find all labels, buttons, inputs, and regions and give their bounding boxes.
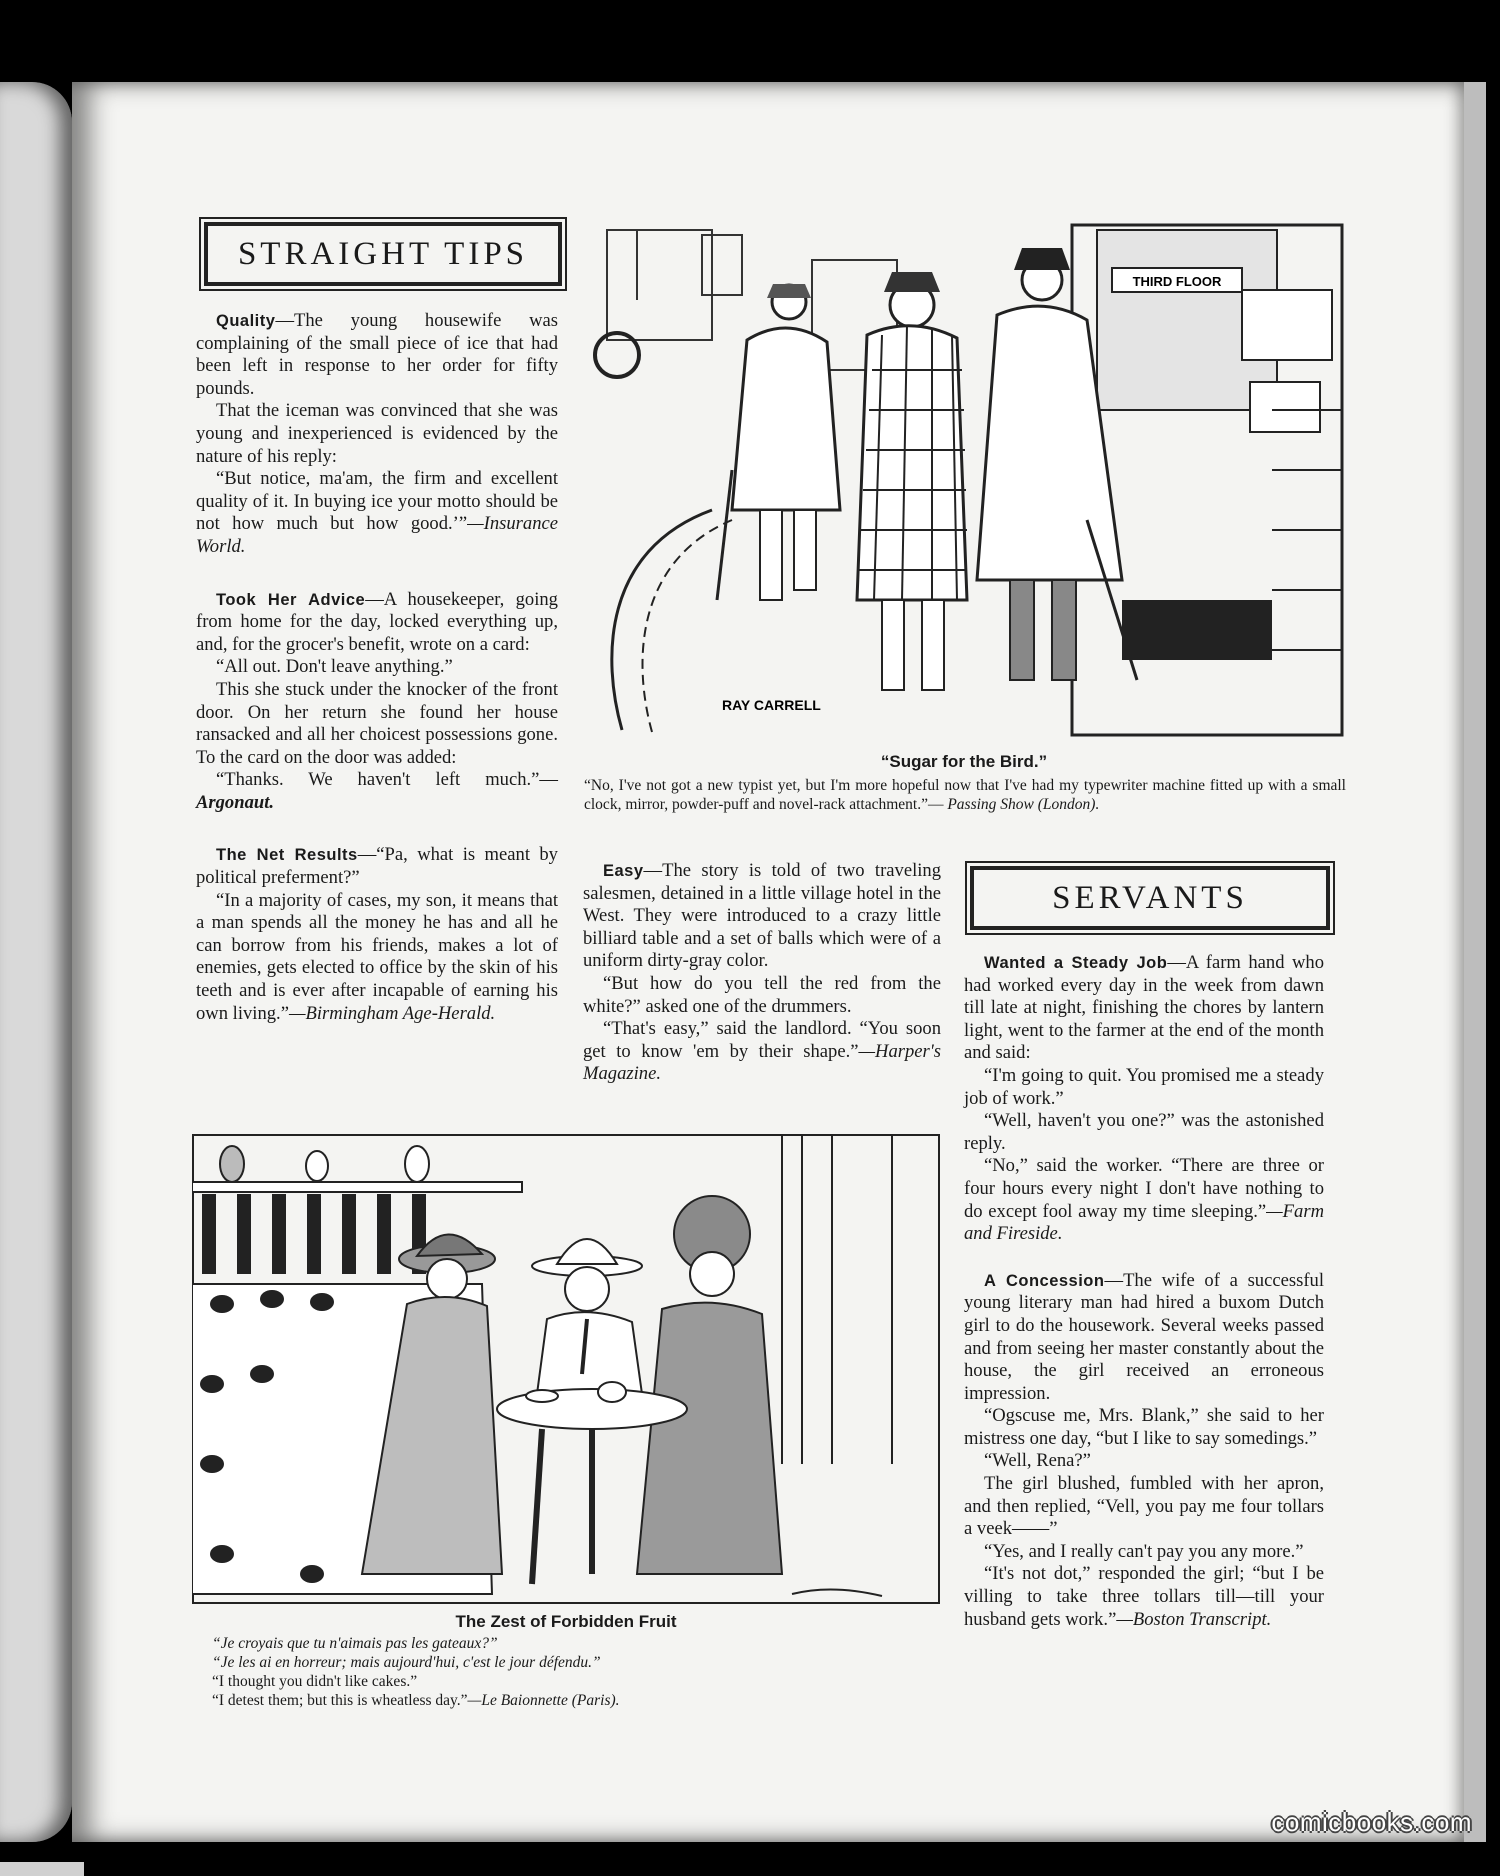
source-credit: Argonaut. [196, 791, 275, 813]
item-text: “In a majority of cases, my son, it means that a man spends all the money he has and all he can borrow from his friends, makes a lot of enemies, gets elected to office by the skin of his teeth and is ever after incapable of earning his own living.”—Birmingham Age-Herald. [196, 889, 558, 1024]
source-credit: —Boston Transcript. [1116, 1608, 1272, 1630]
net-results-item [196, 844, 558, 889]
caption-english-line: “I detest them; but this is wheatless day.”—Le Baionnette (Paris). [212, 1692, 620, 1709]
item-text: “No,” said the worker. “There are three or four hours every night I don't have nothing to do except fool away my time sleeping.”—Farm and Fireside. [964, 1155, 1324, 1245]
artist-signature: RAY CARRELL [722, 697, 821, 713]
middle-column [583, 860, 941, 1086]
steady-job-item [964, 952, 1324, 1065]
item-heading: Quality [216, 312, 276, 330]
caption-english-line: “I thought you didn't like cakes.” [212, 1673, 418, 1690]
concession-item [964, 1270, 1324, 1406]
sugar-caption-title: “Sugar for the Bird.” [880, 752, 1048, 771]
item-text: The girl blushed, fumbled with her apron, and then replied, “Vell, you pay me four tollars a veek——” [964, 1473, 1324, 1540]
zest-caption-title: The Zest of Forbidden Fruit [455, 1612, 677, 1631]
quality-item [196, 310, 558, 400]
item-text: —A housekeeper, going from home for the day, locked everything up, and, for the grocer's benefit, wrote on a card: [196, 588, 558, 655]
item-text: —The story is told of two traveling salesmen, detained in a little village hotel in the West. They were introduced to a crazy little billiard table and a set of balls which were of a uniform dirty-gray color. [583, 860, 941, 972]
caption-french-line: “Je les ai en horreur; mais aujourd'hui, c'est le jour défendu.” [212, 1654, 601, 1671]
item-text: “But how do you tell the red from the white?” asked one of the drummers. [583, 972, 941, 1017]
item-heading: A Concession [984, 1271, 1105, 1290]
item-text: “Yes, and I really can't pay you any more.” [984, 1540, 1304, 1562]
servants-heading: SERVANTS [970, 866, 1330, 930]
item-heading: Wanted a Steady Job [984, 954, 1168, 972]
straight-tips-heading: STRAIGHT TIPS [204, 222, 562, 286]
source-credit: Passing Show (London). [947, 796, 1100, 813]
source-credit: —Insurance World. [196, 513, 558, 557]
item-text: “But notice, ma'am, the firm and excellent quality of it. In buying ice your motto should be not how much but how good.’”—Insurance World. [196, 468, 558, 557]
page-edge [1464, 82, 1486, 1842]
item-text: This she stuck under the knocker of the front door. On her return she found her house ransacked and all her choicest possessions gone. To the card on the door was added: [196, 678, 558, 768]
source-credit: —Birmingham Age-Herald. [288, 1002, 496, 1024]
item-text: “Well, Rena?” [984, 1450, 1091, 1472]
item-text: “That's easy,” said the landlord. “You soon get to know 'em by their shape.”—Harper's Magazine. [583, 1018, 941, 1085]
sugar-for-the-bird-illustration [582, 220, 1346, 742]
item-text: —The wife of a successful young literary man had hired a buxom Dutch girl to do the housework. Several weeks passed and from seeing her master constantly about the house, the girl received an erroneous impression. [964, 1269, 1324, 1404]
item-text: “Ogscuse me, Mrs. Blank,” she said to her mistress one day, “but I like to say somedings.” [964, 1405, 1324, 1449]
item-text: “It's not dot,” responded the girl; “but I be villing to take three tollars till—till your husband gets work.”—Boston Transcript. [964, 1563, 1324, 1630]
third-floor-sign: THIRD FLOOR [1132, 274, 1222, 289]
item-text: That the iceman was convinced that she was young and inexperienced is evidenced by the nature of his reply: [196, 400, 558, 467]
zest-of-forbidden-fruit-illustration [192, 1134, 940, 1604]
item-text: “I'm going to quit. You promised me a steady job of work.” [964, 1064, 1324, 1109]
item-text: “Well, haven't you one?” was the astonished reply. [964, 1110, 1324, 1154]
corner-tab [0, 1862, 84, 1876]
item-heading: The Net Results [216, 846, 358, 865]
item-text: —The young housewife was complaining of the small piece of ice that had been left in response to her order for fifty pounds. [196, 310, 558, 399]
left-column [196, 310, 558, 1025]
facing-page-edge [0, 82, 72, 1842]
item-text: —“Pa, what is meant by political preferment?” [196, 844, 558, 889]
sugar-caption-body [584, 776, 1346, 814]
item-text: “Thanks. We haven't left much.”— Argonaut. [196, 769, 558, 813]
source-credit: —Le Baionnette (Paris). [467, 1692, 620, 1709]
source-credit: —Harper's Magazine. [583, 1040, 941, 1085]
easy-item [583, 860, 941, 973]
right-column [964, 952, 1324, 1631]
source-credit: —Farm and Fireside. [964, 1200, 1324, 1245]
item-text: —A farm hand who had worked every day in the week from dawn till late at night, finishing the chores by lantern light, went to the farmer at the end of the month and said: [964, 952, 1324, 1064]
site-watermark: comicbooks.com [1271, 1807, 1472, 1837]
caption-text: “No, I've not got a new typist yet, but I'm more hopeful now that I've had my typewriter machine fitted up with a small clock, mirror, powder-puff and novel-rack attachment.”— [584, 777, 1346, 813]
item-heading: Took Her Advice [216, 590, 366, 609]
item-text: “All out. Don't leave anything.” [216, 656, 453, 678]
zest-caption-body [212, 1634, 952, 1710]
item-heading: Easy [603, 862, 644, 880]
advice-item [196, 589, 558, 657]
caption-french-line: “Je croyais que tu n'aimais pas les gateaux?” [212, 1635, 498, 1652]
